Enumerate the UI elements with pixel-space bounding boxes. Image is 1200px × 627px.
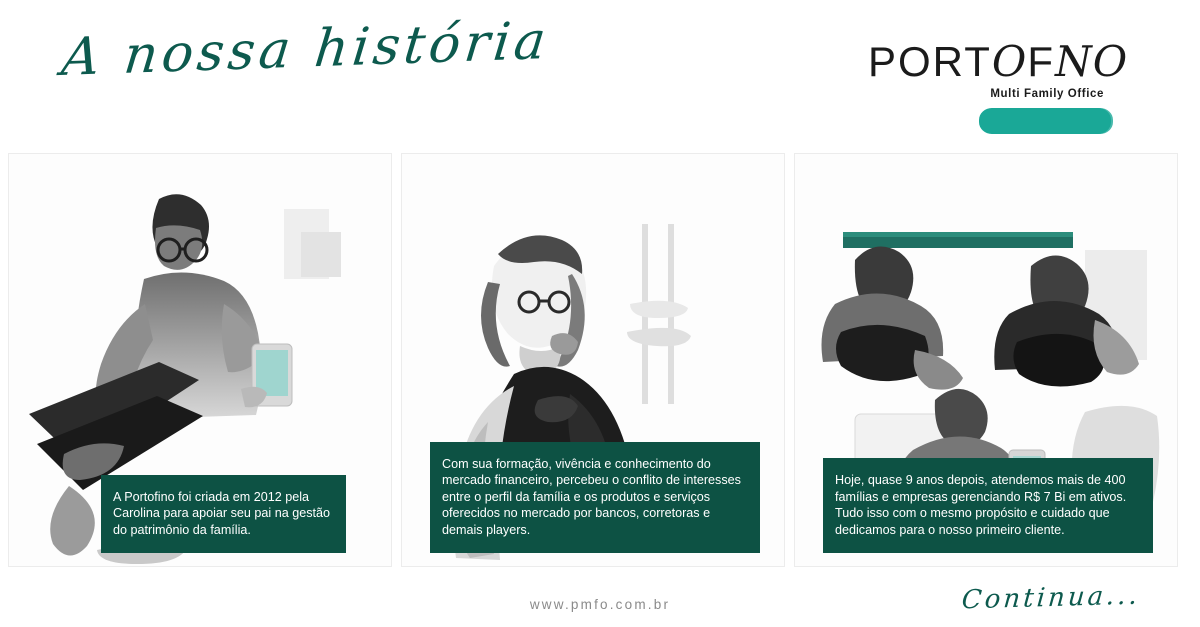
logo-word-part2: O	[991, 37, 1028, 86]
logo-word-part3: F	[1027, 38, 1056, 85]
footer	[0, 565, 1200, 627]
card-caption: Com sua formação, vivência e conhecimento do mercado financeiro, percebeu o conflito de interesses entre o perfil da família e os produtos e serviços oferecidos no mercado por bancos, corretoras e demais players.	[430, 442, 760, 554]
logo-word-part1: PORT	[868, 38, 992, 85]
logo-subtitle: Multi Family Office	[990, 88, 1104, 100]
story-card	[794, 153, 1178, 567]
story-card	[8, 153, 392, 567]
continua-label: Continua...	[960, 580, 1142, 616]
logo-word-part4: NO	[1055, 37, 1129, 86]
logo-wordmark	[868, 38, 1128, 86]
story-card	[401, 153, 785, 567]
card-caption: Hoje, quase 9 anos depois, atendemos mais de 400 famílias e empresas gerenciando R$ 7 Bi em ativos. Tudo isso com o mesmo propósito e cuidado que dedicamos para o nosso primeiro cliente.	[823, 458, 1153, 553]
page-title: A nossa história	[58, 11, 553, 88]
brush-stroke-icon	[979, 108, 1111, 134]
header	[0, 0, 1200, 152]
logo	[868, 38, 1128, 138]
story-cards	[8, 153, 1192, 565]
website-link[interactable]: www.pmfo.com.br	[529, 597, 671, 612]
card-caption: A Portofino foi criada em 2012 pela Carolina para apoiar seu pai na gestão do patrimônio da família.	[101, 475, 346, 554]
